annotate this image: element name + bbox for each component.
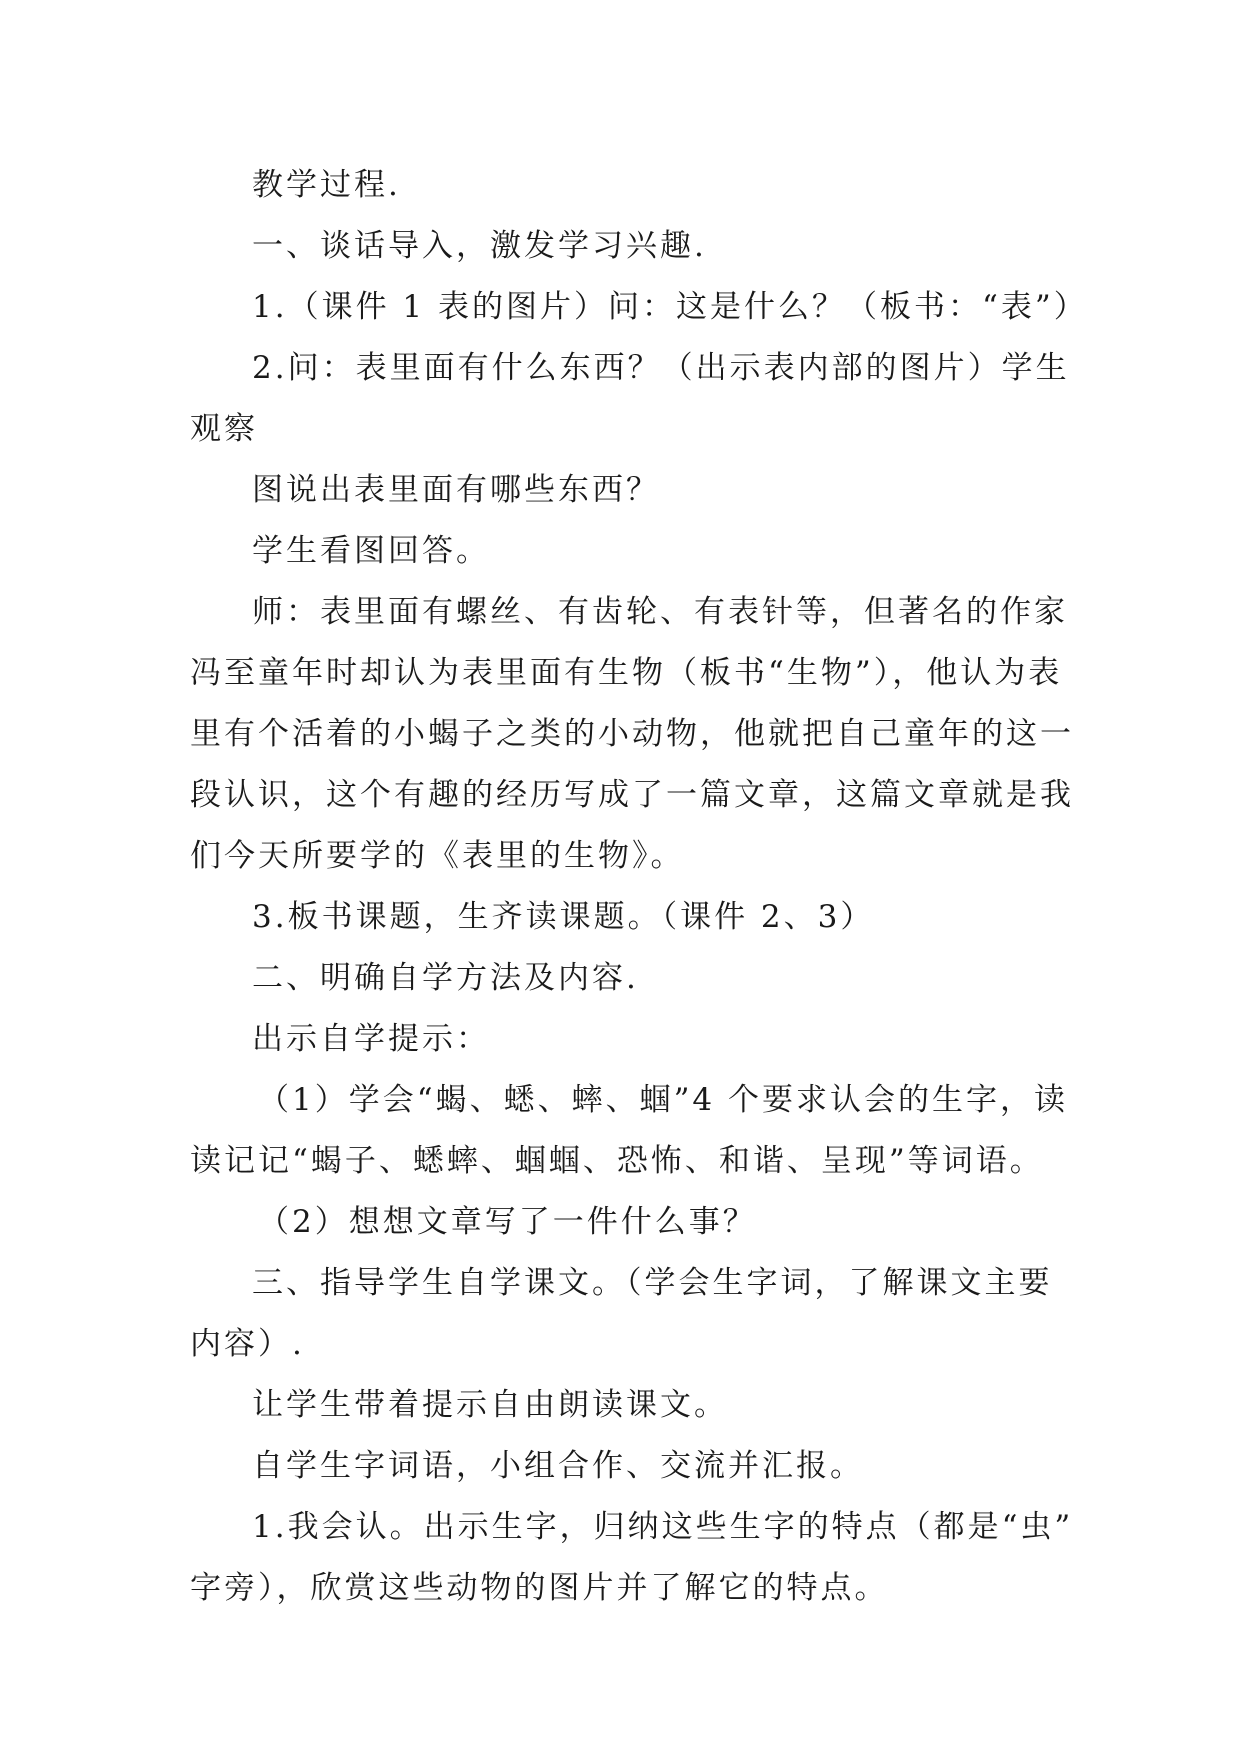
- paragraph-line: 出示自学提示：: [252, 1021, 490, 1057]
- paragraph-line: 让学生带着提示自由朗读课文。: [252, 1387, 728, 1423]
- paragraph-line: 读记记“蝎子、蟋蟀、蝈蝈、恐怖、和谐、呈现”等词语。: [190, 1143, 1044, 1179]
- paragraph-line: 冯至童年时却认为表里面有生物（板书“生物”），他认为表: [190, 655, 1063, 691]
- paragraph-line: 内容）.: [190, 1326, 305, 1362]
- paragraph-line: 学生看图回答。: [252, 533, 490, 569]
- paragraph-line: 1.我会认。出示生字，归纳这些生字的特点（都是“虫”: [252, 1509, 1074, 1545]
- section-heading-3: 三、指导学生自学课文。（学会生字词，了解课文主要: [252, 1265, 1053, 1301]
- section-heading-2: 二、明确自学方法及内容.: [252, 960, 639, 996]
- paragraph-line: 自学生字词语，小组合作、交流并汇报。: [252, 1448, 864, 1484]
- paragraph-line: 们今天所要学的《表里的生物》。: [190, 838, 685, 874]
- section-heading-1: 一、谈话导入，激发学习兴趣.: [252, 228, 707, 264]
- paragraph-line: 观察: [190, 411, 258, 447]
- paragraph-line: 段认识，这个有趣的经历写成了一篇文章，这篇文章就是我: [190, 777, 1074, 813]
- paragraph-line: （2）想想文章写了一件什么事？: [258, 1204, 757, 1240]
- paragraph-line: （1）学会“蝎、蟋、蟀、蝈”4 个要求认会的生字，读: [258, 1082, 1068, 1118]
- paragraph-line: 字旁），欣赏这些动物的图片并了解它的特点。: [190, 1570, 889, 1606]
- paragraph-line: 2.问：表里面有什么东西？（出示表内部的图片）学生: [252, 350, 1070, 386]
- paragraph-line: 图说出表里面有哪些东西？: [252, 472, 660, 508]
- paragraph-line: 3.板书课题，生齐读课题。（课件 2、3）: [252, 899, 875, 935]
- heading-teaching-process: 教学过程.: [252, 167, 401, 203]
- document-body: [190, 155, 1088, 1619]
- paragraph-line: 师：表里面有螺丝、有齿轮、有表针等，但著名的作家: [252, 594, 1068, 630]
- paragraph-line: 1.（课件 1 表的图片）问：这是什么？（板书：“表”）: [252, 289, 1088, 325]
- paragraph-line: 里有个活着的小蝎子之类的小动物，他就把自己童年的这一: [190, 716, 1074, 752]
